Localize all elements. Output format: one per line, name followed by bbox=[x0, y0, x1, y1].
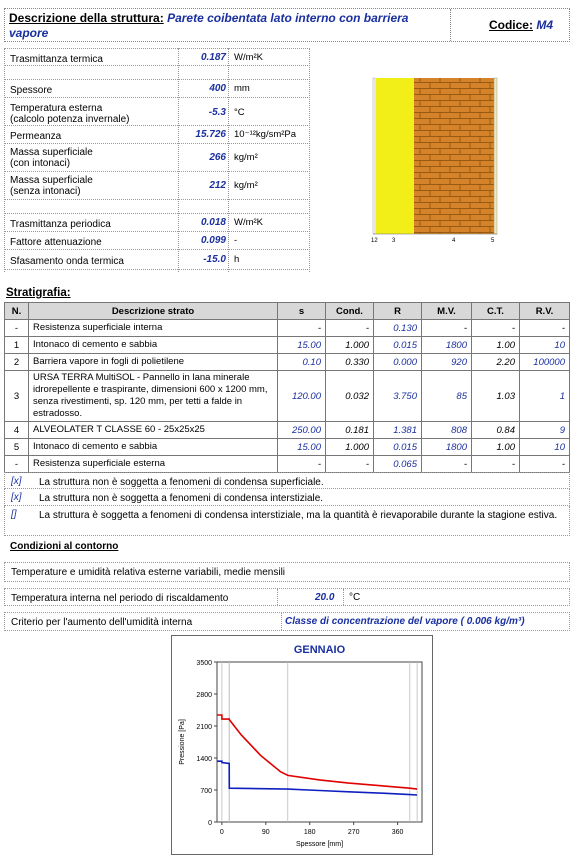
layer-number: - bbox=[5, 456, 29, 473]
property-value: 400 bbox=[209, 83, 226, 94]
note-text: La struttura non è soggetta a fenomeni di condensa interstiziale. bbox=[39, 493, 324, 504]
property-row bbox=[4, 250, 310, 270]
property-value: 15.726 bbox=[195, 129, 226, 140]
x-tick-label: 180 bbox=[303, 829, 316, 836]
note-checkbox: [x] bbox=[11, 476, 22, 487]
humidity-criterion-label: Criterio per l'aumento dell'umidità interna bbox=[11, 617, 193, 628]
layer-heat-capacity: - bbox=[472, 456, 520, 473]
layer-description: Barriera vapore in fogli di polietilene bbox=[29, 354, 278, 371]
property-value: -5.3 bbox=[208, 107, 226, 118]
layer-resistance: 0.015 bbox=[374, 439, 422, 456]
condensation-note bbox=[4, 472, 570, 489]
layer-conductivity: 0.330 bbox=[326, 354, 374, 371]
property-value: 0.187 bbox=[200, 52, 226, 63]
layer-heat-capacity: 1.03 bbox=[472, 371, 520, 422]
layer-vapour-resistance: 10 bbox=[520, 439, 570, 456]
property-label: Spessore bbox=[10, 84, 53, 96]
layer-number: - bbox=[5, 320, 29, 337]
property-unit: W/m²K bbox=[234, 52, 264, 63]
note-text: La struttura è soggetta a fenomeni di condensa interstiziale, ma la quantità è rievaporabile durante la stagione estiva. bbox=[39, 510, 558, 521]
layer-resistance: 3.750 bbox=[374, 371, 422, 422]
layer-resistance: 0.000 bbox=[374, 354, 422, 371]
humidity-criterion-box bbox=[4, 612, 570, 631]
layer-conductivity: - bbox=[326, 456, 374, 473]
property-label: Trasmittanza periodica bbox=[10, 218, 111, 230]
property-unit: 10⁻¹²kg/sm²Pa bbox=[234, 129, 297, 140]
layer-heat-capacity: - bbox=[472, 320, 520, 337]
y-axis-label: Pressione [Pa] bbox=[179, 719, 186, 765]
layer-density: - bbox=[422, 456, 472, 473]
layer-resistance: 1.381 bbox=[374, 422, 422, 439]
y-tick-label: 2800 bbox=[196, 692, 212, 699]
stratigraphy-table bbox=[4, 302, 570, 473]
layer-conductivity: 1.000 bbox=[326, 439, 374, 456]
layer-density: 85 bbox=[422, 371, 472, 422]
thermal-properties-table bbox=[4, 48, 310, 272]
property-row bbox=[4, 144, 310, 172]
property-row bbox=[4, 214, 310, 232]
property-label: Massa superficiale (con intonaci) bbox=[10, 147, 93, 169]
layer-density: 1800 bbox=[422, 337, 472, 354]
structure-code bbox=[453, 9, 569, 41]
stratigraphy-header-row bbox=[5, 303, 570, 320]
layer-number: 5 bbox=[5, 439, 29, 456]
humidity-criterion-value: Classe di concentrazione del vapore ( 0.006 kg/m³) bbox=[285, 616, 525, 627]
internal-temperature-box bbox=[4, 588, 570, 606]
property-unit: mm bbox=[234, 83, 250, 94]
layer-number: 1 bbox=[5, 337, 29, 354]
y-tick-label: 1400 bbox=[196, 756, 212, 763]
x-tick-label: 0 bbox=[219, 829, 224, 836]
y-tick-label: 0 bbox=[208, 820, 212, 827]
layer-thickness: - bbox=[278, 320, 326, 337]
layer-description: Intonaco di cemento e sabbia bbox=[29, 337, 278, 354]
external-conditions-text: Temperature e umidità relativa esterne variabili, medie mensili bbox=[11, 567, 286, 578]
property-value: 0.018 bbox=[200, 217, 226, 228]
property-value: 266 bbox=[209, 152, 226, 163]
layer-resistance: 0.130 bbox=[374, 320, 422, 337]
note-text: La struttura non è soggetta a fenomeni di condensa superficiale. bbox=[39, 477, 324, 488]
layer-conductivity: 1.000 bbox=[326, 337, 374, 354]
col-header-description: Descrizione strato bbox=[29, 303, 278, 320]
property-unit: kg/m² bbox=[234, 180, 258, 191]
structure-header bbox=[4, 8, 570, 42]
layer-density: 808 bbox=[422, 422, 472, 439]
layer-description: Intonaco di cemento e sabbia bbox=[29, 439, 278, 456]
internal-temperature-unit: °C bbox=[349, 592, 361, 603]
property-row bbox=[4, 232, 310, 250]
note-checkbox: [] bbox=[11, 509, 17, 520]
layer-description: ALVEOLATER T CLASSE 60 - 25x25x25 bbox=[29, 422, 278, 439]
layer-resistance: 0.065 bbox=[374, 456, 422, 473]
property-unit: - bbox=[234, 235, 238, 246]
layer-resistance: 0.015 bbox=[374, 337, 422, 354]
code-value: M4 bbox=[536, 18, 553, 32]
condensation-note bbox=[4, 489, 570, 506]
property-label: Sfasamento onda termica bbox=[10, 255, 124, 267]
boundary-conditions-title: Condizioni al contorno bbox=[10, 541, 119, 552]
layer-density: 1800 bbox=[422, 439, 472, 456]
stratigraphy-row bbox=[5, 371, 570, 422]
layer-vapour-resistance: - bbox=[520, 456, 570, 473]
property-label: Trasmittanza termica bbox=[10, 53, 103, 65]
wall-label-5: 5 bbox=[491, 238, 495, 244]
layer-heat-capacity: 1.00 bbox=[472, 337, 520, 354]
wall-label-3: 3 bbox=[392, 238, 396, 244]
col-header-mv: M.V. bbox=[422, 303, 472, 320]
layer-thickness: 15.00 bbox=[278, 337, 326, 354]
layer-vapour-resistance: - bbox=[520, 320, 570, 337]
property-spacer-row bbox=[4, 66, 310, 80]
property-value: 212 bbox=[209, 180, 226, 191]
property-row bbox=[4, 172, 310, 200]
stratigraphy-row bbox=[5, 439, 570, 456]
layer-thickness: 250.00 bbox=[278, 422, 326, 439]
structure-description bbox=[5, 9, 451, 41]
col-header-n: N. bbox=[5, 303, 29, 320]
layer-heat-capacity: 0.84 bbox=[472, 422, 520, 439]
chart-title: GENNAIO bbox=[293, 644, 346, 656]
layer-number: 3 bbox=[5, 371, 29, 422]
property-unit: W/m²K bbox=[234, 217, 264, 228]
col-header-ct: C.T. bbox=[472, 303, 520, 320]
stratigraphy-row bbox=[5, 337, 570, 354]
property-row bbox=[4, 80, 310, 98]
pressure-chart-svg bbox=[172, 636, 432, 854]
internal-temperature-value: 20.0 bbox=[315, 592, 335, 603]
property-spacer-row bbox=[4, 200, 310, 214]
stratigraphy-title: Stratigrafia: bbox=[6, 287, 71, 299]
property-label: Permeanza bbox=[10, 130, 62, 142]
layer-description: Resistenza superficiale esterna bbox=[29, 456, 278, 473]
layer-number: 2 bbox=[5, 354, 29, 371]
layer-conductivity: 0.032 bbox=[326, 371, 374, 422]
layer-thickness: 120.00 bbox=[278, 371, 326, 422]
property-label: Fattore attenuazione bbox=[10, 236, 102, 248]
layer-heat-capacity: 2.20 bbox=[472, 354, 520, 371]
layer-vapour-resistance: 10 bbox=[520, 337, 570, 354]
layer-vapour-resistance: 100000 bbox=[520, 354, 570, 371]
layer-vapour-resistance: 9 bbox=[520, 422, 570, 439]
layer-number: 4 bbox=[5, 422, 29, 439]
stratigraphy-row bbox=[5, 456, 570, 473]
wall-section-diagram bbox=[370, 76, 500, 246]
layer-description: URSA TERRA MultiSOL - Pannello in lana minerale idrorepellente e traspirante, dimensioni 600 x 1200 mm, senza rivestimenti, sp. 120 mm, per tetti a falde in estradosso. bbox=[29, 371, 278, 422]
col-header-cond: Cond. bbox=[326, 303, 374, 320]
property-row bbox=[4, 100, 310, 126]
x-tick-label: 360 bbox=[391, 829, 404, 836]
internal-temperature-label: Temperatura interna nel periodo di riscaldamento bbox=[11, 593, 229, 604]
code-label: Codice: bbox=[488, 18, 533, 32]
external-conditions-box bbox=[4, 562, 570, 582]
x-tick-label: 90 bbox=[261, 829, 270, 836]
y-tick-label: 3500 bbox=[196, 660, 212, 667]
x-axis-label: Spessore [mm] bbox=[295, 841, 344, 848]
layer-heat-capacity: 1.00 bbox=[472, 439, 520, 456]
property-value: 0.099 bbox=[200, 235, 226, 246]
layer-thickness: 0.10 bbox=[278, 354, 326, 371]
layer-density: 920 bbox=[422, 354, 472, 371]
property-unit: °C bbox=[234, 107, 245, 118]
col-header-rv: R.V. bbox=[520, 303, 570, 320]
col-header-s: s bbox=[278, 303, 326, 320]
layer-density: - bbox=[422, 320, 472, 337]
pressure-chart bbox=[171, 635, 433, 855]
description-label: Descrizione della struttura: bbox=[9, 11, 164, 25]
layer-description: Resistenza superficiale interna bbox=[29, 320, 278, 337]
stratigraphy-row bbox=[5, 320, 570, 337]
y-tick-label: 2100 bbox=[196, 724, 212, 731]
stratigraphy-row bbox=[5, 354, 570, 371]
description-value: Parete coibentata lato interno con barriera vapore bbox=[9, 11, 409, 40]
property-unit: h bbox=[234, 254, 240, 265]
col-header-r: R bbox=[374, 303, 422, 320]
property-row bbox=[4, 126, 310, 144]
wall-label-4: 4 bbox=[452, 238, 456, 244]
property-value: -15.0 bbox=[203, 254, 226, 265]
stratigraphy-row bbox=[5, 422, 570, 439]
note-checkbox: [x] bbox=[11, 492, 22, 503]
property-row bbox=[4, 48, 310, 66]
layer-conductivity: - bbox=[326, 320, 374, 337]
x-tick-label: 270 bbox=[347, 829, 360, 836]
layer-conductivity: 0.181 bbox=[326, 422, 374, 439]
property-label: Temperatura esterna (calcolo potenza invernale) bbox=[10, 103, 130, 125]
property-label: Massa superficiale (senza intonaci) bbox=[10, 175, 93, 197]
layer-thickness: - bbox=[278, 456, 326, 473]
layer-thickness: 15.00 bbox=[278, 439, 326, 456]
property-unit: kg/m² bbox=[234, 152, 258, 163]
y-tick-label: 700 bbox=[200, 788, 212, 795]
condensation-note bbox=[4, 506, 570, 536]
wall-label-12: 12 bbox=[371, 238, 378, 244]
layer-vapour-resistance: 1 bbox=[520, 371, 570, 422]
